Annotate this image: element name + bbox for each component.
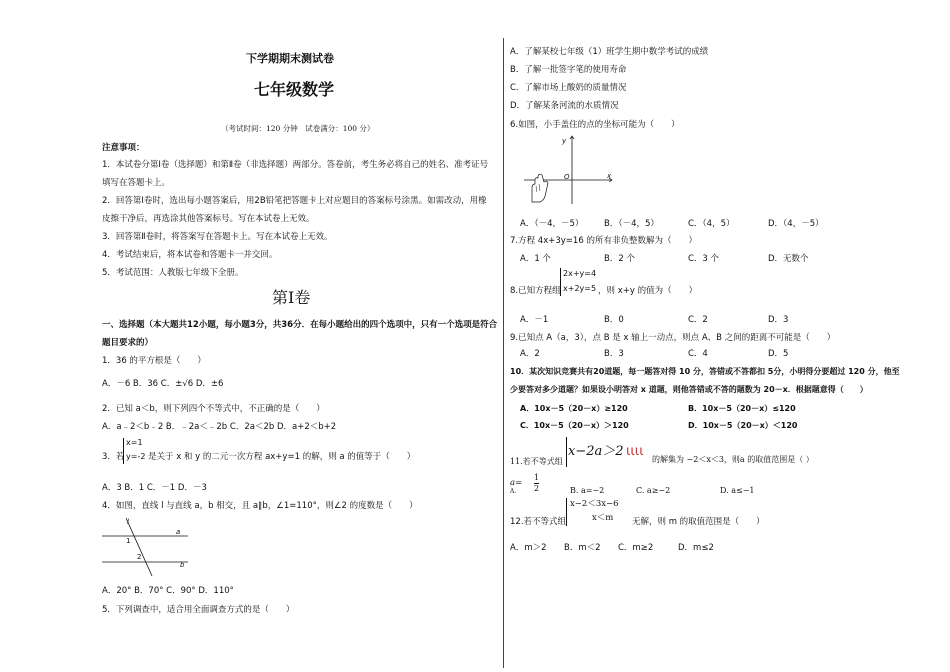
figure-label: 1 <box>126 537 131 545</box>
q12-option-a: A．m＞2 <box>510 543 547 553</box>
note-line: 皮擦干净后，再选涂其他答案标号。写在本试卷上无效。 <box>102 214 315 224</box>
q11-option-a-expr: a= <box>510 478 523 488</box>
system-brace <box>566 498 567 526</box>
notes-heading: 注意事项： <box>102 143 145 153</box>
q12-option-b: B．m＜2 <box>564 543 601 553</box>
figure-label: b <box>180 561 185 569</box>
system-brace <box>560 268 561 296</box>
subject-title: 七年级数学 <box>254 80 335 99</box>
question-4-options: A．20° B．70° C．90° D．110° <box>102 586 234 596</box>
q8-option-b: B．0 <box>604 315 624 325</box>
system-brace <box>566 437 567 467</box>
exam-info: （考试时间：120 分钟 试卷满分：100 分） <box>221 124 375 133</box>
q8-option-d: D．3 <box>768 315 789 325</box>
q9-option-b: B．3 <box>604 349 624 359</box>
column-divider <box>503 38 504 668</box>
q7-option-c: C．3 个 <box>688 254 720 264</box>
q5-option-b: B．了解一批签字笔的使用寿命 <box>510 65 627 75</box>
q10-option-b: B．10x－5（20－x）≤120 <box>688 404 796 413</box>
question-12: 无解，则 m 的取值范围是（ ） <box>632 517 765 527</box>
parallel-lines-figure <box>102 516 192 578</box>
q11-option-a-prefix: A. <box>510 488 517 495</box>
axis-label: y <box>562 137 567 145</box>
q9-option-c: C．4 <box>688 349 708 359</box>
question-3: 是关于 x 和 y 的二元一次方程 ax+y=1 的解，则 a 的值等于（ ） <box>148 452 416 462</box>
question-2-options: A．a﹣2＜b﹣2 B．﹣2a＜﹣2b C．2a＜2b D．a+2＜b+2 <box>102 422 337 432</box>
q11-fraction-num: 1 <box>534 473 540 482</box>
question-10: 10．某次知识竞赛共有20道题，每一题答对得 10 分，答错或不答都扣 5分，小明得分要超过 120 分，他至 <box>510 367 900 376</box>
question-1: 1．36 的平方根是（ ） <box>102 356 206 366</box>
q10-option-a: A．10x－5（20－x）≥120 <box>520 404 628 413</box>
q7-option-a: A．1 个 <box>520 254 551 264</box>
q9-option-a: A．2 <box>520 349 540 359</box>
system-brace <box>123 438 124 464</box>
q7-option-b: B．2 个 <box>604 254 635 264</box>
question-5: 5．下列调查中，适合用全面调查方式的是（ ） <box>102 605 295 615</box>
question-6: 6.如图，小手盖住的点的坐标可能为（ ） <box>510 120 680 130</box>
q3-eq1: x=1 <box>126 438 143 447</box>
q8-option-a: A．－1 <box>520 315 549 325</box>
q5-option-c: C．了解市场上酸奶的质量情况 <box>510 83 627 93</box>
note-line: 5．考试范围：人教版七年级下全册。 <box>102 268 244 278</box>
note-line: 填写在答题卡上。 <box>102 178 171 188</box>
q8-eq2: x+2y=5 <box>563 284 597 293</box>
q10-option-c: C．10x－5（20－x）＞120 <box>520 421 629 430</box>
q11-expression: x−2a＞2 <box>568 444 624 459</box>
section-label: 第Ⅰ卷 <box>272 288 311 307</box>
coordinate-figure <box>518 134 618 208</box>
question-1-options: A．－6 B．36 C．±√6 D．±6 <box>102 379 224 389</box>
q3-eq2: y=-2 <box>126 452 146 461</box>
q10-option-d: D．10x－5（20－x）＜120 <box>688 421 798 430</box>
question-8-number: 8.已知方程组 <box>510 286 561 296</box>
question-3-options: A．3 B．1 C．－1 D．－3 <box>102 483 207 493</box>
q11-option-d: D. a≤−1 <box>720 486 755 495</box>
section-instruction: 题目要求的） <box>102 338 154 348</box>
note-line: 4．考试结束后，将本试卷和答题卡一并交回。 <box>102 250 278 260</box>
q12-eq1: x−2＜3x−6 <box>570 499 619 509</box>
question-11: 的解集为 −2＜x＜3，则a 的取值范围是（ ） <box>652 455 814 464</box>
hand-icon <box>532 174 548 202</box>
q12-eq2: x＜m <box>592 513 614 523</box>
q11-fraction-den: 2 <box>534 484 540 493</box>
q6-option-a: A．（－4，－5） <box>520 219 584 229</box>
q9-option-d: D．5 <box>768 349 789 359</box>
q5-option-a: A．了解某校七年级（1）班学生期中数学考试的成绩 <box>510 47 709 57</box>
figure-label: 2 <box>137 553 142 561</box>
q8-option-c: C．2 <box>688 315 708 325</box>
q5-option-d: D．了解某条河流的水质情况 <box>510 101 619 111</box>
question-7: 7.方程 4x+3y=16 的所有非负整数解为（ ） <box>510 236 697 246</box>
question-9: 9.已知点 A（a，3），点 B 是 x 轴上一动点，则点 A、B 之间的距离不可能是（ ） <box>510 333 836 343</box>
q6-option-c: C．（4，5） <box>688 219 735 229</box>
question-3-number: 3．若 <box>102 452 125 462</box>
exam-title: 下学期期末测试卷 <box>246 52 334 65</box>
question-8: ，则 x+y 的值为（ ） <box>598 286 698 296</box>
question-4: 4．如图，直线 l 与直线 a，b 相交，且 a∥b，∠1=110°，则∠2 的度数是（ ） <box>102 501 418 511</box>
question-10-cont: 少要答对多少道题？如果设小明答对 x 道题，则他答错或不答的题数为 20－x．根据题意得（ ） <box>510 385 868 394</box>
note-line: 1．本试卷分第Ⅰ卷（选择题）和第Ⅱ卷（非选择题）两部分。答卷前，考生务必将自己的姓名、准考证号 <box>102 160 489 170</box>
q8-eq1: 2x+y=4 <box>563 269 597 278</box>
q12-option-d: D．m≤2 <box>678 543 714 553</box>
q6-option-d: D．（4，－5） <box>768 219 824 229</box>
q11-option-b: B. a=−2 <box>570 486 605 495</box>
figure-label: a <box>176 528 181 536</box>
question-11-number: 11.若不等式组 <box>510 457 563 466</box>
q11-option-c: C. a≥−2 <box>636 486 671 495</box>
axis-label: x <box>607 172 612 180</box>
section-instruction: 一、选择题（本大题共12小题，每小题3分，共36分．在每小题给出的四个选项中，只有一个选项是符合 <box>102 320 498 330</box>
axis-label: O <box>564 173 570 181</box>
note-line: 2．回答第Ⅰ卷时，选出每小题答案后，用2B铅笔把答题卡上对应题目的答案标号涂黑。如需改动，用橡 <box>102 196 487 206</box>
note-line: 3．回答第Ⅱ卷时，将答案写在答题卡上。写在本试卷上无效。 <box>102 232 333 242</box>
q12-option-c: C．m≥2 <box>618 543 654 553</box>
q11-scribble: ɩɩɩɩ <box>626 444 644 459</box>
q6-option-b: B．（－4，5） <box>604 219 659 229</box>
q7-option-d: D．无数个 <box>768 254 809 264</box>
question-12-number: 12.若不等式组 <box>510 517 567 527</box>
question-2: 2．已知 a＜b，则下列四个不等式中，不正确的是（ ） <box>102 404 325 414</box>
figure-label: l <box>127 518 129 526</box>
